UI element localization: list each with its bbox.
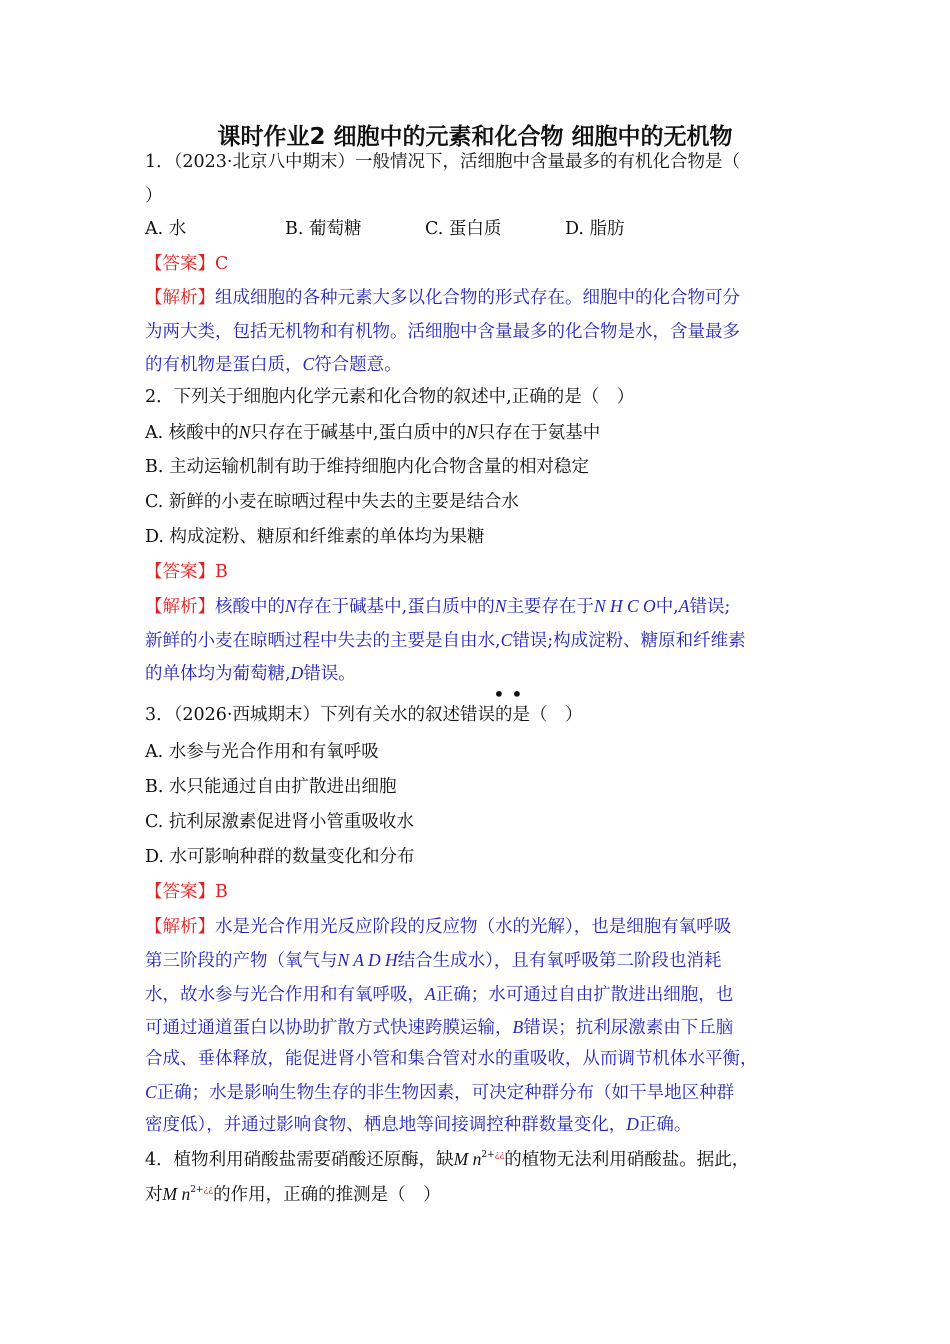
q2-analysis-text: 主要存在于: [506, 597, 594, 617]
q3-analysis-text: 错误；抗利尿激素由下丘脑: [523, 1018, 734, 1038]
q3-answer: 【答案】B: [145, 882, 228, 902]
q2-option-b: B. 主动运输机制有助于维持细胞内化合物含量的相对稳定: [145, 457, 589, 477]
q3-analysis-text: 结合生成水），且有氧呼吸第二阶段也消耗: [397, 951, 722, 971]
q3-analysis-line: 合成、垂体释放，能促进肾小管和集合管对水的重吸收，从而调节机体水平衡，: [145, 1049, 758, 1069]
emphasis-dot: •: [493, 682, 505, 706]
render-artifact: ¿¿: [203, 1185, 214, 1195]
q2-option-a-text: A. 核酸中的: [145, 423, 239, 443]
q1-analysis-text: 组成细胞的各种元素大多以化合物的形式存在。细胞中的化合物可分: [215, 288, 740, 308]
variable: A: [678, 596, 690, 616]
q2-option-a: [145, 420, 600, 445]
variable: N: [466, 422, 478, 442]
variable: N: [285, 596, 297, 616]
q3-analysis-text: 可通过通道蛋白以协助扩散方式快速跨膜运输，: [145, 1018, 513, 1038]
q1-option-c: C. 蛋白质: [425, 219, 502, 239]
q2-analysis-text: 错误;构成淀粉、糖原和纤维素: [512, 631, 746, 651]
q2-analysis-line: [145, 628, 746, 653]
variable: N: [238, 422, 251, 442]
q2-analysis-line: [145, 594, 730, 619]
analysis-label: 【解析】: [145, 597, 215, 617]
q3-analysis-text: 第三阶段的产物（氧气与: [145, 951, 338, 971]
emphasis-dot: •: [511, 682, 523, 706]
analysis-label: 【解析】: [145, 288, 215, 308]
q3-analysis-line: [145, 1015, 733, 1040]
formula: N H C O: [593, 596, 656, 616]
q1-stem: 1．（2023·北京八中期末）一般情况下，活细胞中含量最多的有机化合物是（: [145, 152, 740, 172]
charge: 2+: [481, 1150, 495, 1160]
q2-stem: 2．下列关于细胞内化学元素和化合物的叙述中,正确的是（ ）: [145, 387, 635, 407]
q4-stem-text: 的植物无法利用硝酸盐。据此，: [504, 1150, 750, 1170]
q2-analysis-text: 新鲜的小麦在晾晒过程中失去的主要是自由水,: [145, 631, 501, 651]
variable: D: [290, 663, 304, 683]
q4-stem-text: 4．植物利用硝酸盐需要硝酸还原酶，缺: [145, 1150, 454, 1170]
q4-stem-cont: [145, 1182, 441, 1210]
charge: 2+: [190, 1185, 204, 1195]
q1-option-d: D. 脂肪: [565, 219, 625, 239]
q3-analysis-text: 正确；水是影响生物生存的非生物因素，可决定种群分布（如干旱地区种群: [156, 1083, 735, 1103]
variable: C: [500, 630, 513, 650]
variable: C: [145, 1082, 157, 1102]
variable: C: [302, 354, 315, 374]
q1-option-a: A. 水: [145, 219, 187, 239]
q3-analysis-text: 正确；水可通过自由扩散进出细胞，也: [435, 985, 734, 1005]
formula: M n: [453, 1149, 482, 1169]
variable: N: [494, 596, 507, 616]
formula: N A D H: [337, 950, 398, 970]
q2-answer: 【答案】B: [145, 562, 228, 582]
q3-analysis-line: [145, 982, 733, 1007]
q3-option-c: C. 抗利尿激素促进肾小管重吸收水: [145, 812, 414, 832]
q1-analysis-line: 为两大类，包括无机物和有机物。活细胞中含量最多的化合物是水，含量最多: [145, 322, 740, 342]
q2-option-c: C. 新鲜的小麦在晾晒过程中失去的主要是结合水: [145, 492, 519, 512]
q4-stem-text: 对: [145, 1185, 163, 1205]
q2-analysis-text: 的单体均为葡萄糖,: [145, 664, 291, 684]
render-artifact: ¿¿: [494, 1150, 505, 1160]
variable: A: [425, 984, 436, 1004]
q2-analysis-text: 错误;: [689, 597, 731, 617]
superscript: [481, 1150, 504, 1160]
q4-stem-text: 的作用，正确的推测是（ ）: [213, 1185, 441, 1205]
q2-analysis-text: 中,: [655, 597, 679, 617]
q1-analysis-text: 的有机物是蛋白质，: [145, 355, 303, 375]
q1-answer: 【答案】C: [145, 254, 229, 274]
q3-analysis-line: [145, 948, 721, 973]
formula: M n: [162, 1184, 191, 1204]
q3-analysis-text: 水是光合作用光反应阶段的反应物（水的光解），也是细胞有氧呼吸: [215, 917, 732, 937]
q1-analysis-line: [145, 352, 402, 377]
q1-analysis-text: 符合题意。: [314, 355, 402, 375]
q3-analysis-line: [145, 1112, 691, 1137]
q3-analysis-line: [145, 915, 731, 939]
q2-analysis-line: [145, 661, 356, 686]
q1-analysis-line: [145, 286, 740, 310]
q3-analysis-text: 密度低），并通过影响食物、栖息地等间接调控种群数量变化，: [145, 1115, 627, 1135]
variable: B: [512, 1017, 524, 1037]
page-title: 课时作业2 细胞中的元素和化合物 细胞中的无机物: [217, 124, 733, 150]
q2-option-a-text: 只存在于碱基中,蛋白质中的: [250, 423, 467, 443]
q3-analysis-text: 正确。: [638, 1115, 692, 1135]
q3-analysis-line: [145, 1080, 734, 1105]
q2-analysis-text: 核酸中的: [215, 597, 285, 617]
q2-option-d: D. 构成淀粉、糖原和纤维素的单体均为果糖: [145, 527, 485, 547]
variable: D: [626, 1114, 639, 1134]
q3-stem: 3．（2026·西城期末）下列有关水的叙述错误的是（ ）: [145, 705, 583, 725]
q4-stem: [145, 1147, 749, 1175]
superscript: [190, 1185, 213, 1195]
analysis-label: 【解析】: [145, 917, 215, 937]
q3-option-d: D. 水可影响种群的数量变化和分布: [145, 847, 415, 867]
q2-analysis-text: 存在于碱基中,蛋白质中的: [296, 597, 495, 617]
q1-stem-cont: ）: [145, 186, 163, 206]
q2-analysis-text: 错误。: [303, 664, 356, 684]
q3-option-b: B. 水只能通过自由扩散进出细胞: [145, 777, 397, 797]
q3-analysis-text: 水，故水参与光合作用和有氧呼吸，: [145, 985, 425, 1005]
q3-option-a: A. 水参与光合作用和有氧呼吸: [145, 742, 379, 762]
q2-option-a-text: 只存在于氨基中: [477, 423, 601, 443]
q1-option-b: B. 葡萄糖: [285, 219, 362, 239]
